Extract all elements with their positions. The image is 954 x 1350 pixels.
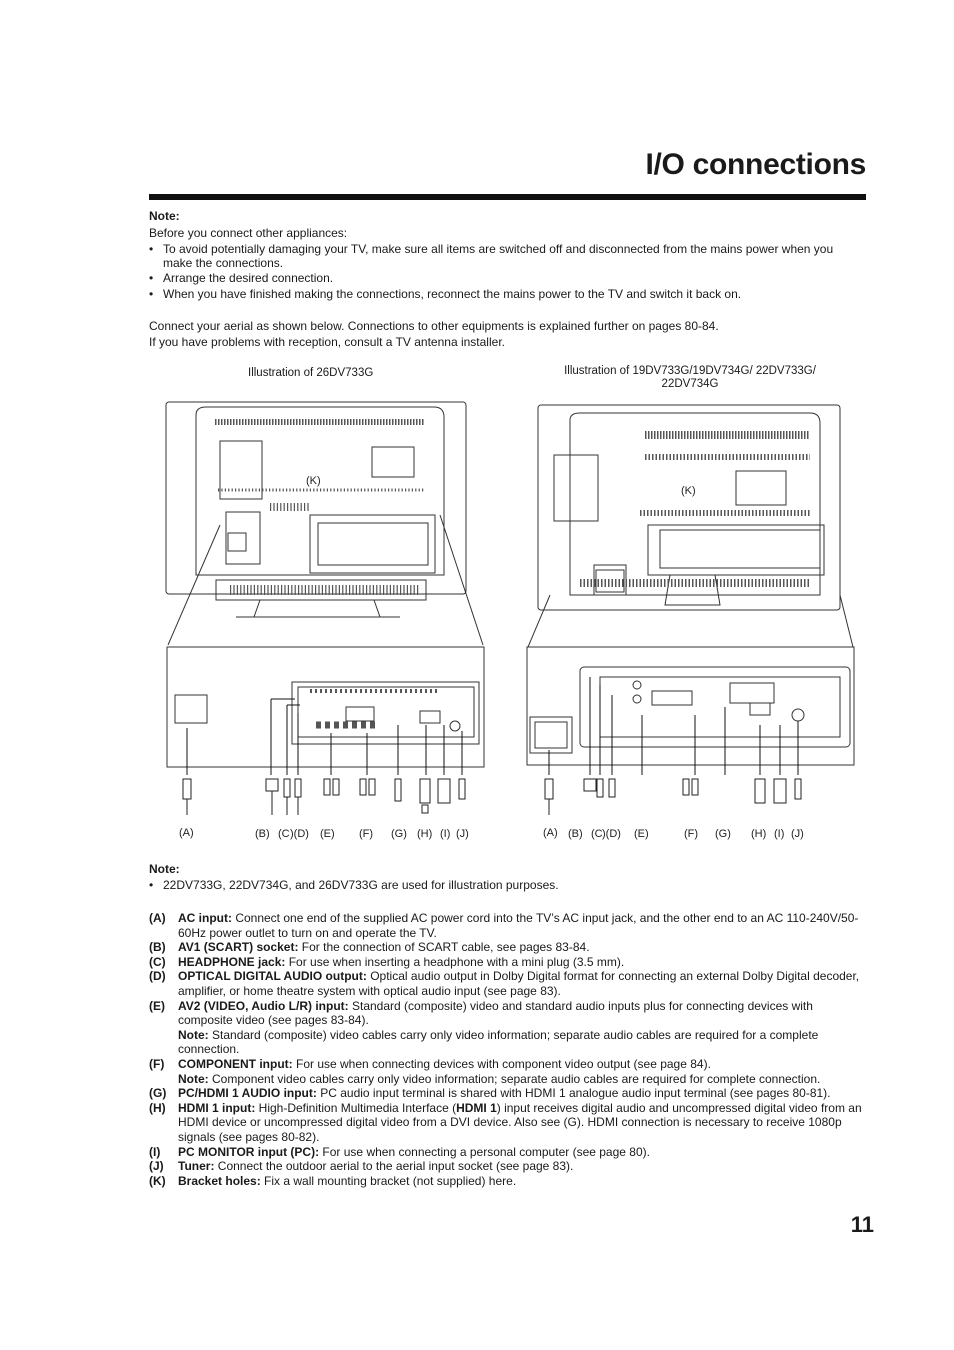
bracket-label-right: (K) bbox=[681, 485, 696, 497]
connector-label: (C bbox=[591, 828, 603, 840]
intro-line: Connect your aerial as shown below. Connections to other equipments is explained further on pages 80-84. bbox=[149, 319, 719, 333]
desc-letter: (I) bbox=[149, 1144, 161, 1159]
connector-label: )(D) bbox=[602, 828, 621, 840]
desc-text: For use when connecting a personal computer (see page 80). bbox=[319, 1144, 650, 1159]
desc-term: PC MONITOR input (PC): bbox=[178, 1144, 320, 1159]
connector-label: (J) bbox=[791, 828, 804, 840]
desc-text: Standard (composite) video and standard audio inputs plus for connecting devices with composite video (see pages 83-84). bbox=[178, 998, 813, 1028]
desc-note-text: Component video cables carry only video information; separate audio cables are required for complete connection. bbox=[208, 1071, 821, 1086]
desc-term: HDMI 1 input: bbox=[178, 1100, 256, 1115]
description-c bbox=[149, 955, 869, 970]
desc-term: Bracket holes: bbox=[178, 1173, 261, 1188]
intro-line: If you have problems with reception, consult a TV antenna installer. bbox=[149, 335, 505, 349]
desc-term: COMPONENT input: bbox=[178, 1056, 293, 1071]
desc-term: PC/HDMI 1 AUDIO input: bbox=[178, 1086, 317, 1101]
connector-label: )(D) bbox=[290, 828, 309, 840]
note-bullet: • When you have finished making the connections, reconnect the mains power to the TV and switch it back on. bbox=[149, 288, 864, 302]
right-tv-back-drawing bbox=[528, 405, 853, 647]
desc-text: PC audio input terminal is shared with HDMI 1 analogue audio input terminal (see pages 80-81). bbox=[316, 1086, 831, 1101]
desc-note-term: Note: bbox=[178, 1027, 209, 1042]
left-tv-back-drawing bbox=[166, 402, 483, 645]
desc-text: Connect the outdoor aerial to the aerial input socket (see page 83). bbox=[214, 1159, 574, 1174]
description-j bbox=[149, 1159, 869, 1174]
desc-letter: (K) bbox=[149, 1173, 166, 1188]
right-caption-line: Illustration of 19DV733G/19DV734G/ 22DV733G/ bbox=[564, 365, 816, 377]
desc-text: For the connection of SCART cable, see pages 83-84. bbox=[298, 940, 590, 955]
connector-label: (E) bbox=[634, 828, 649, 840]
connector-label: (A) bbox=[543, 827, 558, 839]
right-caption-line: 22DV734G bbox=[661, 378, 719, 390]
connection-illustrations bbox=[150, 395, 860, 845]
desc-term: HDMI 1 bbox=[456, 1100, 497, 1115]
description-f bbox=[149, 1057, 869, 1086]
connection-descriptions bbox=[149, 911, 869, 1188]
title-rule bbox=[149, 194, 866, 200]
description-b bbox=[149, 940, 869, 955]
note-heading: Note: bbox=[149, 209, 180, 223]
desc-text: ) input receives digital audio and uncompressed digital video from an HDMI device or uncompressed digital video from a DVI device. Also see (G). HDMI connection is necessary to receive 1080p signals (see pages 80-82). bbox=[178, 1100, 862, 1144]
desc-text: For use when inserting a headphone with a mini plug (3.5 mm). bbox=[285, 954, 625, 969]
description-h bbox=[149, 1101, 869, 1145]
note2-bullets bbox=[149, 879, 864, 895]
connector-label: (I) bbox=[774, 828, 785, 840]
desc-letter: (F) bbox=[149, 1056, 165, 1071]
right-illustration-caption bbox=[540, 365, 840, 391]
connector-label: (B) bbox=[255, 828, 270, 840]
desc-letter: (C) bbox=[149, 954, 166, 969]
desc-letter: (E) bbox=[149, 998, 165, 1013]
connector-label: (H) bbox=[417, 828, 433, 840]
description-k bbox=[149, 1174, 869, 1189]
description-a bbox=[149, 911, 869, 940]
desc-letter: (G) bbox=[149, 1086, 167, 1101]
note2-bullet: • 22DV733G, 22DV734G, and 26DV733G are used for illustration purposes. bbox=[149, 879, 864, 893]
desc-letter: (A) bbox=[149, 911, 166, 925]
bracket-label-left: (K) bbox=[306, 475, 321, 487]
desc-term: Tuner: bbox=[178, 1159, 215, 1174]
desc-text: For use when connecting devices with component video output (see page 84). bbox=[292, 1056, 711, 1071]
desc-term: AV2 (VIDEO, Audio L/R) input: bbox=[178, 998, 349, 1013]
connector-label: (J) bbox=[456, 828, 469, 840]
note-bullet: • Arrange the desired connection. bbox=[149, 272, 864, 286]
desc-note-text: Standard (composite) video cables carry only video information; separate audio cables are required for a complete connection. bbox=[178, 1027, 819, 1057]
desc-letter: (B) bbox=[149, 940, 166, 955]
connector-label: (G) bbox=[715, 828, 731, 840]
connector-label: (A) bbox=[179, 827, 194, 839]
connector-label: (G) bbox=[391, 828, 407, 840]
page-number: 11 bbox=[850, 1212, 874, 1237]
description-d bbox=[149, 969, 869, 998]
page-title: I/O connections bbox=[645, 148, 866, 181]
desc-text: Fix a wall mounting bracket (not supplied) here. bbox=[260, 1173, 517, 1188]
note-bullets bbox=[149, 243, 864, 303]
description-i bbox=[149, 1145, 869, 1160]
desc-letter: (J) bbox=[149, 1159, 164, 1174]
desc-text: Optical audio output in Dolby Digital format for connecting an external Dolby Digital decoder, amplifier, or home theatre system with optical audio input (see page 83). bbox=[178, 969, 860, 998]
connector-label: (H) bbox=[751, 828, 767, 840]
desc-letter: (D) bbox=[149, 969, 166, 984]
note2-heading: Note: bbox=[149, 862, 180, 876]
description-g bbox=[149, 1086, 869, 1101]
desc-text: High-Definition Multimedia Interface ( bbox=[255, 1100, 457, 1115]
description-e bbox=[149, 999, 869, 1057]
connector-label: (B) bbox=[568, 828, 583, 840]
desc-note-term: Note: bbox=[178, 1071, 209, 1086]
connector-label: (F) bbox=[359, 828, 374, 840]
desc-letter: (H) bbox=[149, 1100, 166, 1115]
connector-label: (C bbox=[278, 828, 290, 840]
note-bullet: • To avoid potentially damaging your TV, make sure all items are switched off and disconnected from the mains power when you make the connections. bbox=[149, 243, 864, 270]
desc-term: OPTICAL DIGITAL AUDIO output: bbox=[178, 969, 367, 984]
desc-term: AC input: bbox=[178, 911, 232, 925]
note-intro: Before you connect other appliances: bbox=[149, 226, 348, 240]
desc-term: HEADPHONE jack: bbox=[178, 954, 286, 969]
left-illustration-caption: Illustration of 26DV733G bbox=[248, 367, 374, 379]
desc-term: AV1 (SCART) socket: bbox=[178, 940, 299, 955]
connector-label: (I) bbox=[440, 828, 451, 840]
connector-label: (E) bbox=[320, 828, 335, 840]
desc-text: Connect one end of the supplied AC power cord into the TV’s AC input jack, and the other end to an AC 110-240V/50-60Hz power outlet to turn on and operate the TV. bbox=[178, 911, 859, 940]
connector-label: (F) bbox=[684, 828, 699, 840]
